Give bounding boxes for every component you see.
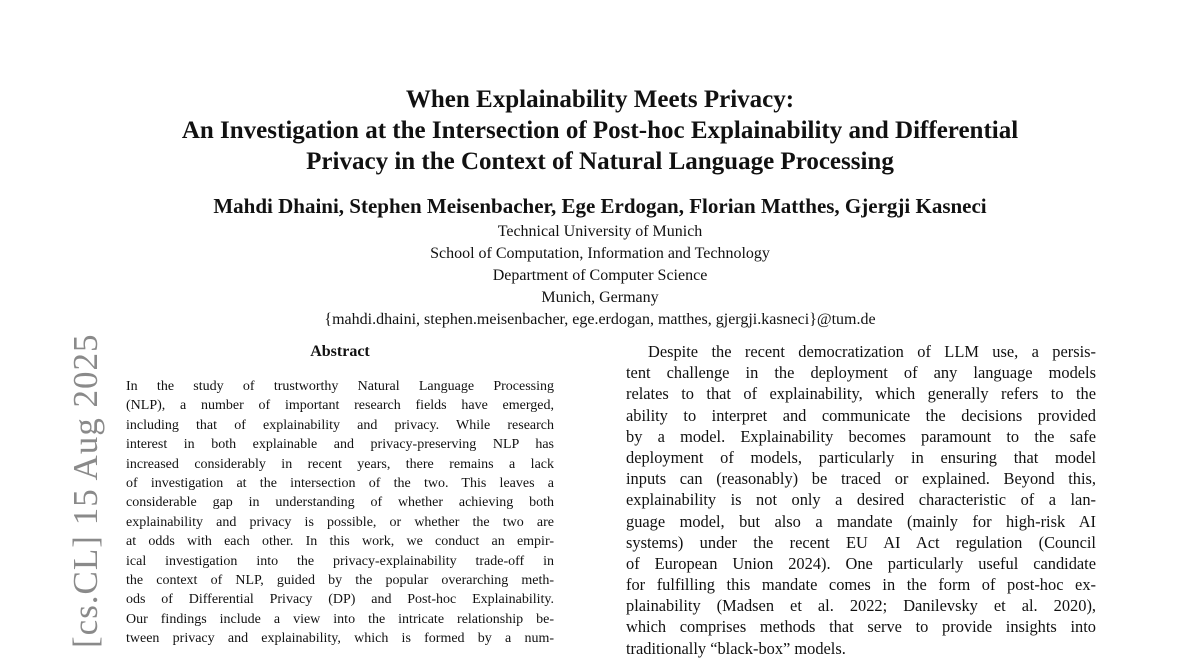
intro-line: relates to that of explainability, which generally refers to the <box>626 384 1096 404</box>
title-line: When Explainability Meets Privacy: <box>405 86 795 113</box>
abstract-line: of investigation at the intersection of the two. This leaves a <box>126 475 554 491</box>
intro-line: which comprises methods that serve to provide insights into <box>626 617 1096 637</box>
title-line: Privacy in the Context of Natural Language Processing <box>306 148 894 175</box>
intro-line: inputs can (reasonably) be traced or explained. Beyond this, <box>626 469 1096 489</box>
abstract-line: tween privacy and explainability, which is formed by a num- <box>126 631 554 647</box>
affiliation-location: Munich, Germany <box>541 289 659 306</box>
abstract-line: considerable gap in understanding of whether achieving both <box>126 495 554 511</box>
intro-line: Despite the recent democratization of LLM use, a persis- <box>648 342 1096 361</box>
affiliation-school: School of Computation, Information and Technology <box>430 245 770 262</box>
intro-line: guage model, but also a mandate (mainly for high-risk AI <box>626 511 1096 531</box>
paper-title <box>100 84 1100 177</box>
introduction-body <box>626 341 1096 659</box>
abstract-body <box>126 377 554 648</box>
intro-line: by a model. Explainability becomes paramount to the safe <box>626 426 1096 446</box>
arxiv-identifier-stamp: [cs.CL] 15 Aug 2025 <box>66 333 105 648</box>
abstract-line: ical investigation into the privacy-explainability trade-off in <box>126 553 554 569</box>
intro-line: traditionally “black-box” models. <box>626 638 846 658</box>
abstract-line: Our findings include a view into the intricate relationship be- <box>126 611 554 627</box>
abstract-line: In the study of trustworthy Natural Language Processing <box>126 379 554 394</box>
title-line: An Investigation at the Intersection of Post-hoc Explainability and Differential <box>181 117 1019 144</box>
intro-line: plainability (Madsen et al. 2022; Danilevsky et al. 2020), <box>626 596 1096 616</box>
abstract-line: ods of Differential Privacy (DP) and Post-hoc Explainability. <box>126 592 554 608</box>
author-emails: {mahdi.dhaini, stephen.meisenbacher, ege.erdogan, matthes, gjergji.kasneci}@tum.de <box>324 311 876 328</box>
abstract-line: explainability and privacy is possible, or whether the two are <box>126 514 554 530</box>
abstract-line: (NLP), a number of important research fields have emerged, <box>126 398 554 414</box>
intro-line: explainability is not only a desired characteristic of a lan- <box>626 490 1096 510</box>
intro-line: ability to interpret and communicate the decisions provided <box>626 405 1096 425</box>
affiliation-university: Technical University of Munich <box>497 223 703 240</box>
intro-line: of European Union 2024). One particularly useful candidate <box>626 553 1096 573</box>
intro-line: deployment of models, particularly in ensuring that model <box>626 447 1096 467</box>
affiliation-department: Department of Computer Science <box>492 267 708 284</box>
abstract-line: at odds with each other. In this work, we conduct an empir- <box>126 534 554 550</box>
abstract-line: interest in both explainable and privacy-preserving NLP has <box>126 437 554 453</box>
abstract-line: increased considerably in recent years, there remains a lack <box>126 456 554 472</box>
abstract-line: the context of NLP, guided by the popular overarching meth- <box>126 572 554 588</box>
abstract-heading: Abstract <box>310 343 370 360</box>
intro-line: systems) under the recent EU AI Act regulation (Council <box>626 532 1096 552</box>
author-list: Mahdi Dhaini, Stephen Meisenbacher, Ege Erdogan, Florian Matthes, Gjergji Kasneci <box>213 194 987 218</box>
intro-line: for fulfilling this mandate comes in the form of post-hoc ex- <box>626 575 1096 595</box>
intro-line: tent challenge in the deployment of any language models <box>626 363 1096 383</box>
affiliation-block <box>100 221 1100 331</box>
abstract-line: including that of explainability and privacy. While research <box>126 417 554 433</box>
